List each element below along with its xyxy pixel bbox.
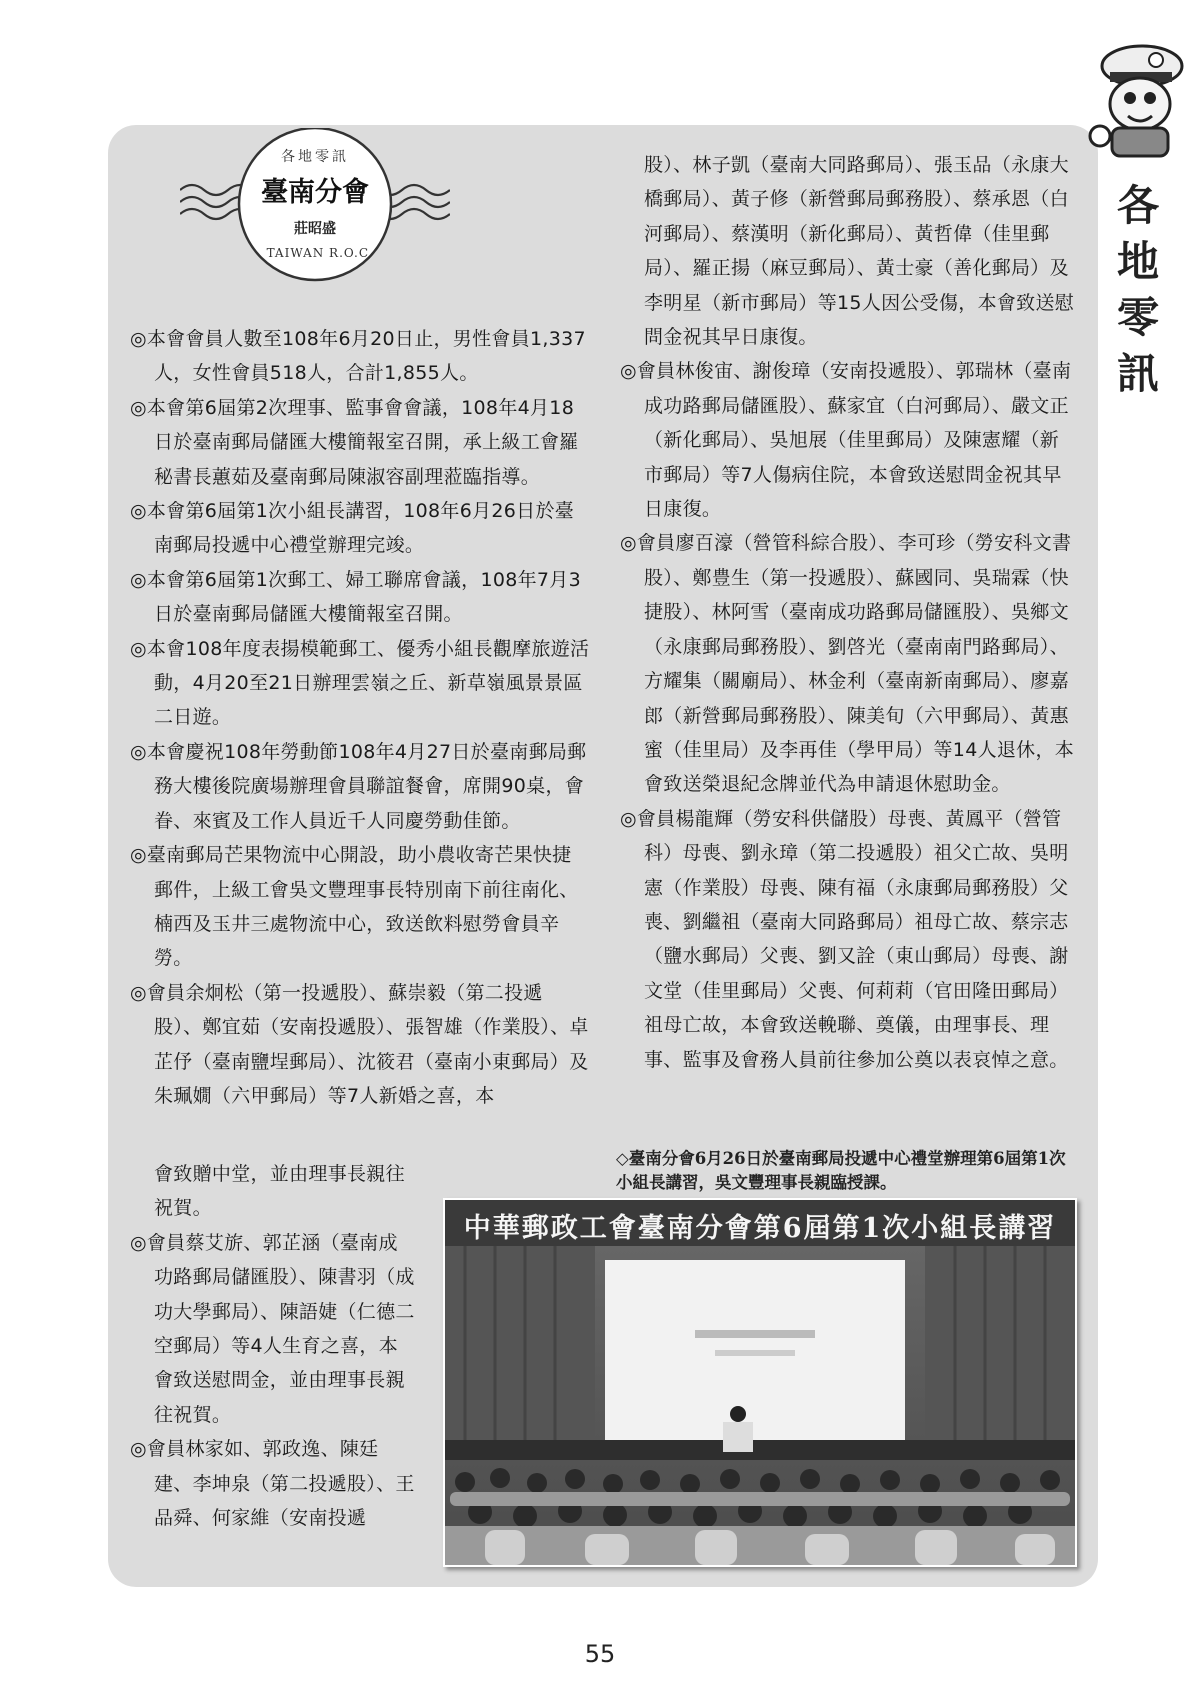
- news-item: ◎會員余炯松（第一投遞股）、蘇崇毅（第二投遞股）、鄭宜茹（安南投遞股）、張智雄（作業股）、卓芷伃（臺南鹽埕郵局）、沈筱君（臺南小東郵局）及朱珮嫺（六甲郵局）等7人新婚之喜，本: [130, 981, 589, 1107]
- news-item: ◎本會慶祝108年勞動節108年4月27日於臺南郵局郵務大樓後院廣場辦理會員聯誼餐會，席開90桌，會眷、來賓及工作人員近千人同慶勞動佳節。: [130, 740, 587, 832]
- news-item: ◎會員林家如、郭政逸、陳廷建、李坤泉（第二投遞股）、王品舜、何家維（安南投遞: [130, 1438, 415, 1530]
- side-title-char: 地: [1116, 237, 1159, 286]
- right-column: [620, 148, 1076, 1077]
- news-item: ◎本會第6屆第1次小組長講習，108年6月26日於臺南郵局投遞中心禮堂辦理完竣。: [130, 500, 575, 557]
- news-item: ◎本會108年度表揚模範郵工、優秀小組長觀摩旅遊活動，4月20至21日辦理雲嶺之丘、新草嶺風景景區二日遊。: [130, 637, 590, 729]
- stamp-bottom-text: TAIWAN R.O.C.: [266, 246, 374, 260]
- side-title-char: 零: [1116, 293, 1159, 342]
- news-item: ◎本會第6屆第2次理事、監事會會議，108年4月18日於臺南郵局儲匯大樓簡報室召開，承上級工會羅秘書長蕙茹及臺南郵局陳淑容副理蒞臨指導。: [130, 396, 579, 488]
- side-section-title: [1108, 178, 1168, 402]
- news-item: ◎會員楊龍輝（勞安科供儲股）母喪、黃鳳平（營管科）母喪、劉永璋（第二投遞股）祖父亡故、吳明憲（作業股）母喪、陳有福（永康郵局郵務股）父喪、劉繼祖（臺南大同路郵局）祖母亡故、蔡宗志（鹽水郵局）父喪、劉又詮（東山郵局）母喪、謝文堂（佳里郵局）父喪、何莉莉（官田隆田郵局）祖母亡故，本會致送輓聯、奠儀，由理事長、理事、監事及會務人員前往參加公奠以表哀悼之意。: [620, 807, 1069, 1071]
- photo-caption: ◇臺南分會6月26日於臺南郵局投遞中心禮堂辦理第6屆第1次小組長講習，吳文豐理事長親臨授課。: [616, 1149, 1066, 1192]
- stamp-title: 臺南分會: [261, 177, 369, 208]
- news-item: ◎臺南郵局芒果物流中心開設，助小農收寄芒果快捷郵件，上級工會吳文豐理事長特別南下前往南化、楠西及玉井三處物流中心，致送飲料慰勞會員辛勞。: [130, 844, 579, 970]
- news-item: ◎會員廖百濠（營管科綜合股）、李可珍（勞安科文書股）、鄭豊生（第一投遞股）、蘇國同、吳瑞霖（快捷股）、林阿雪（臺南成功路郵局儲匯股）、吳鄉文（永康郵局郵務股）、劉啓光（臺南南門路郵局）、方耀集（關廟局）、林金利（臺南新南郵局）、廖嘉郎（新營郵局郵務股）、陳美旬（六甲郵局）、黃惠蜜（佳里局）及李再佳（學甲局）等14人退休，本會致送榮退紀念牌並代為申請退休慰助金。: [620, 532, 1075, 796]
- news-item: ◎本會第6屆第1次郵工、婦工聯席會議，108年7月3日於臺南郵局儲匯大樓簡報室召開。: [130, 568, 581, 626]
- left-narrow-column: [130, 1157, 416, 1535]
- stamp-author: 莊昭盛: [294, 221, 336, 237]
- stamp-top-text: 各地零訊: [281, 149, 349, 165]
- side-title-char: 訊: [1116, 349, 1159, 398]
- left-column: [130, 322, 590, 1113]
- mascot-postman-icon: [1082, 38, 1186, 160]
- side-title-char: 各: [1116, 181, 1159, 230]
- news-item: ◎本會會員人數至108年6月20日止，男性會員1,337人，女性會員518人，合計1,855人。: [130, 328, 586, 385]
- news-item-continued: 股）、林子凱（臺南大同路郵局）、張玉品（永康大橋郵局）、黃子修（新營郵局郵務股）、蔡承恩（白河郵局）、蔡漢明（新化郵局）、黃哲偉（佳里郵局）、羅正揚（麻豆郵局）、黃士豪（善化郵局）及李明星（新市郵局）等15人因公受傷，本會致送慰問金祝其早日康復。: [644, 154, 1075, 349]
- postmark-stamp: [180, 128, 450, 298]
- event-photo: [443, 1198, 1077, 1567]
- news-item: ◎會員蔡艾旂、郭芷涵（臺南成功路郵局儲匯股）、陳書羽（成功大學郵局）、陳語婕（仁德二空郵局）等4人生育之喜，本會致送慰問金，並由理事長親往祝賀。: [130, 1231, 415, 1426]
- page-number: 55: [584, 1640, 616, 1668]
- seminar-photo-image: [445, 1200, 1075, 1565]
- news-item: ◎會員林俊宙、謝俊璋（安南投遞股）、郭瑞林（臺南成功路郵局儲匯股）、蘇家宜（白河郵局）、嚴文正（新化郵局）、吳旭展（佳里郵局）及陳憲耀（新市郵局）等7人傷病住院，本會致送慰問金祝其早日康復。: [620, 360, 1072, 521]
- photo-banner-text: 中華郵政工會臺南分會第6屆第1次小組長講習: [463, 1213, 1057, 1244]
- news-item-continued: 會致贈中堂，並由理事長親往祝賀。: [154, 1163, 405, 1220]
